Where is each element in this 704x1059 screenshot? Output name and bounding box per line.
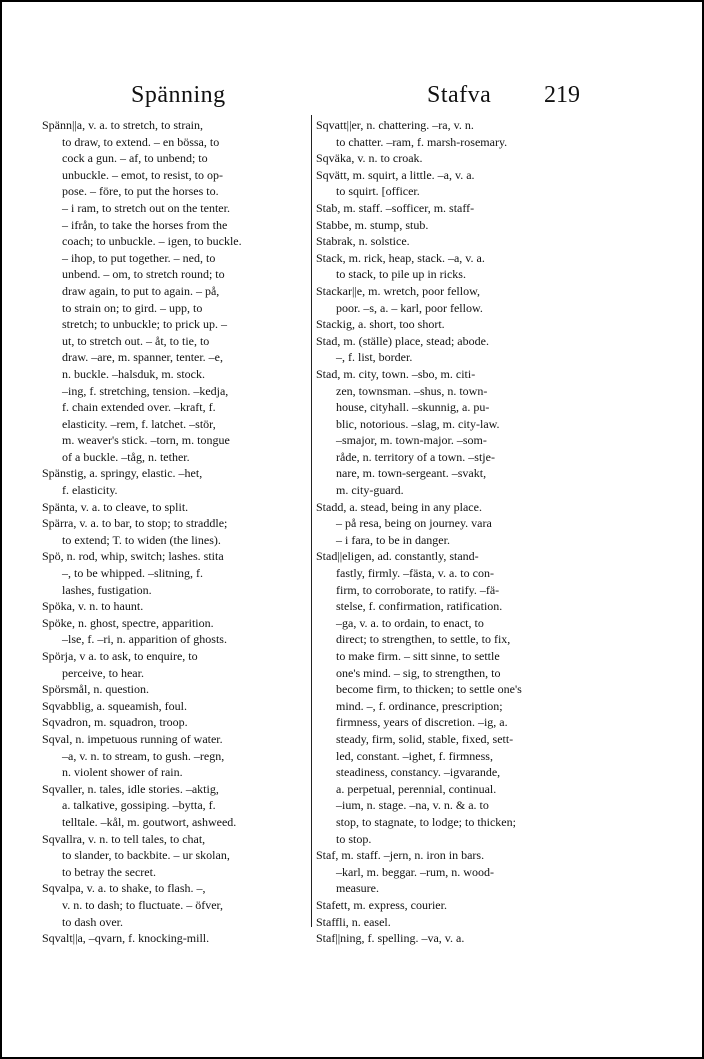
dictionary-entry-line: ut, to stretch out. – åt, to tie, to xyxy=(62,333,210,348)
dictionary-entry-line: steady, firm, solid, stable, fixed, sett- xyxy=(336,731,514,746)
dictionary-entry-line: coach; to unbuckle. – igen, to buckle. xyxy=(62,234,242,249)
dictionary-entry-headline: Staf, m. staff. –jern, n. iron in bars. xyxy=(316,848,485,863)
dictionary-entry-line: poor. –s, a. – karl, poor fellow. xyxy=(336,300,483,315)
dictionary-entry-headline: Spänstig, a. springy, elastic. –het, xyxy=(42,466,203,481)
dictionary-entry-line: steadiness, constancy. –igvarande, xyxy=(336,765,501,780)
dictionary-entry-line: to chatter. –ram, f. marsh-rosemary. xyxy=(336,134,508,149)
dictionary-entry-line: to stop. xyxy=(336,831,372,846)
dictionary-entry-headline: Spöka, v. n. to haunt. xyxy=(42,599,144,614)
dictionary-entry-line: direct; to strengthen, to settle, to fix, xyxy=(336,632,511,647)
dictionary-entry-line: unbuckle. – emot, to resist, to op- xyxy=(62,167,223,182)
dictionary-entry-line: n. violent shower of rain. xyxy=(62,765,183,780)
left-column xyxy=(42,117,307,947)
dictionary-entry-headline: Sqvätt, m. squirt, a little. –a, v. a. xyxy=(316,167,475,182)
dictionary-entry-line: –smajor, m. town-major. –som- xyxy=(336,433,487,448)
right-column xyxy=(316,117,576,947)
dictionary-entry-line: –ga, v. a. to ordain, to enact, to xyxy=(336,615,484,630)
dictionary-entry-line: f. elasticity. xyxy=(62,483,118,498)
dictionary-entry-headline: Stad||eligen, ad. constantly, stand- xyxy=(316,549,479,564)
dictionary-entry-line: house, cityhall. –skunnig, a. pu- xyxy=(336,400,490,415)
dictionary-entry-line: – ifrån, to take the horses from the xyxy=(62,217,228,232)
dictionary-entry-line: lashes, fustigation. xyxy=(62,582,152,597)
dictionary-entry-headline: Sqvallra, v. n. to tell tales, to chat, xyxy=(42,831,206,846)
dictionary-entry-headline: Sqvalt||a, –qvarn, f. knocking-mill. xyxy=(42,931,210,946)
dictionary-entry-line: draw. –are, m. spanner, tenter. –e, xyxy=(62,350,224,365)
dictionary-entry-line: draw again, to put to again. – på, xyxy=(62,283,220,298)
dictionary-entry-headline: Sqval, n. impetuous running of water. xyxy=(42,731,223,746)
dictionary-entry-line: zen, townsman. –shus, n. town- xyxy=(336,383,488,398)
dictionary-entry-line: nare, m. town-sergeant. –svakt, xyxy=(336,466,487,481)
dictionary-entry-headline: Sqvadron, m. squadron, troop. xyxy=(42,715,188,730)
dictionary-entry-headline: Spörsmål, n. question. xyxy=(42,682,149,697)
dictionary-entry-line: cock a gun. – af, to unbend; to xyxy=(62,151,208,166)
dictionary-entry-line: – i fara, to be in danger. xyxy=(336,532,450,547)
running-head-left: Spänning xyxy=(131,82,226,108)
dictionary-entry-line: mind. –, f. ordinance, prescription; xyxy=(336,698,503,713)
dictionary-entry-line: pose. – före, to put the horses to. xyxy=(62,184,219,199)
page-number: 219 xyxy=(544,82,580,108)
dictionary-entry-line: –karl, m. beggar. –rum, n. wood- xyxy=(336,864,494,879)
dictionary-entry-headline: Sqvatt||er, n. chattering. –ra, v. n. xyxy=(316,118,474,132)
dictionary-entry-line: m. city-guard. xyxy=(336,483,404,498)
dictionary-entry-line: firmness, years of discretion. –ig, a. xyxy=(336,715,508,730)
dictionary-entry-line: measure. xyxy=(336,881,379,896)
dictionary-entry-line: v. n. to dash; to fluctuate. – öfver, xyxy=(62,897,224,912)
dictionary-entry-line: telltale. –kål, m. goutwort, ashweed. xyxy=(62,814,237,829)
dictionary-entry-headline: Sqvabblig, a. squeamish, foul. xyxy=(42,698,187,713)
running-head-center: Stafva xyxy=(427,82,492,108)
dictionary-entry-headline: Sqvaller, n. tales, idle stories. –aktig, xyxy=(42,781,219,796)
page-header xyxy=(0,82,704,114)
dictionary-entry-headline: Spänn||a, v. a. to stretch, to strain, xyxy=(42,118,203,132)
dictionary-entry-headline: Stackar||e, m. wretch, poor fellow, xyxy=(316,283,480,298)
dictionary-entry-line: råde, n. territory of a town. –stje- xyxy=(336,449,495,464)
dictionary-entry-headline: Spöke, n. ghost, spectre, apparition. xyxy=(42,615,214,630)
dictionary-entry-line: to extend; T. to widen (the lines). xyxy=(62,532,221,547)
dictionary-entry-line: of a buckle. –tåg, n. tether. xyxy=(62,449,190,464)
dictionary-entry-headline: Spänta, v. a. to cleave, to split. xyxy=(42,499,189,514)
dictionary-entry-line: to make firm. – sitt sinne, to settle xyxy=(336,649,500,663)
dictionary-entry-line: to squirt. [officer. xyxy=(336,184,420,199)
dictionary-entry-line: to draw, to extend. – en bössa, to xyxy=(62,134,220,149)
dictionary-entry-line: – i ram, to stretch out on the tenter. xyxy=(62,200,230,215)
dictionary-entry-headline: Stab, m. staff. –sofficer, m. staff- xyxy=(316,200,475,215)
dictionary-entry-line: –ing, f. stretching, tension. –kedja, xyxy=(62,383,229,398)
dictionary-entry-line: one's mind. – sig, to strengthen, to xyxy=(336,665,501,680)
dictionary-entry-headline: Stadd, a. stead, being in any place. xyxy=(316,499,482,514)
dictionary-entry-headline: Sqvalpa, v. a. to shake, to flash. –, xyxy=(42,881,206,896)
dictionary-entry-line: perceive, to hear. xyxy=(62,665,144,680)
dictionary-entry-line: unbend. – om, to stretch round; to xyxy=(62,267,225,282)
dictionary-entry-line: blic, notorious. –slag, m. city-law. xyxy=(336,416,500,431)
dictionary-entry-headline: Staf||ning, f. spelling. –va, v. a. xyxy=(316,931,465,946)
dictionary-entry-line: firm, to corroborate, to ratify. –fä- xyxy=(336,582,500,597)
dictionary-entry-line: to betray the secret. xyxy=(62,864,156,879)
dictionary-entry-line: – på resa, being on journey. vara xyxy=(336,516,492,531)
dictionary-entry-line: – ihop, to put together. – ned, to xyxy=(62,250,216,265)
dictionary-entry-line: to stack, to pile up in ricks. xyxy=(336,267,466,282)
dictionary-entry-line: stop, to stagnate, to lodge; to thicken; xyxy=(336,814,516,829)
dictionary-entry-line: n. buckle. –halsduk, m. stock. xyxy=(62,366,205,381)
dictionary-entry-headline: Spörja, v a. to ask, to enquire, to xyxy=(42,649,198,663)
dictionary-entry-headline: Stad, m. city, town. –sbo, m. citi- xyxy=(316,366,476,381)
dictionary-entry-headline: Staffli, n. easel. xyxy=(316,914,391,929)
dictionary-entry-headline: Spärra, v. a. to bar, to stop; to straddle; xyxy=(42,516,228,531)
dictionary-entry-line: to strain on; to gird. – upp, to xyxy=(62,300,203,315)
dictionary-entry-headline: Sqväka, v. n. to croak. xyxy=(316,151,423,166)
dictionary-entry-headline: Stafett, m. express, courier. xyxy=(316,897,447,912)
dictionary-entry-headline: Stackig, a. short, too short. xyxy=(316,317,445,332)
dictionary-entry-line: become firm, to thicken; to settle one's xyxy=(336,682,522,697)
dictionary-entry-line: to dash over. xyxy=(62,914,123,929)
dictionary-entry-line: –a, v. n. to stream, to gush. –regn, xyxy=(62,748,225,763)
dictionary-entry-line: stelse, f. confirmation, ratification. xyxy=(336,599,503,614)
dictionary-entry-line: –, f. list, border. xyxy=(336,350,413,365)
dictionary-entry-headline: Spö, n. rod, whip, switch; lashes. stita xyxy=(42,549,224,564)
dictionary-entry-line: to slander, to backbite. – ur skolan, xyxy=(62,848,230,863)
dictionary-entry-headline: Stabrak, n. solstice. xyxy=(316,234,410,249)
dictionary-entry-line: stretch; to unbuckle; to prick up. – xyxy=(62,317,227,332)
dictionary-entry-line: a. perpetual, perennial, continual. xyxy=(336,781,497,796)
dictionary-entry-line: elasticity. –rem, f. latchet. –stör, xyxy=(62,416,216,431)
dictionary-entry-headline: Stack, m. rick, heap, stack. –a, v. a. xyxy=(316,250,485,265)
dictionary-entry-line: a. talkative, gossiping. –bytta, f. xyxy=(62,798,216,813)
dictionary-entry-line: fastly, firmly. –fästa, v. a. to con- xyxy=(336,566,494,581)
dictionary-entry-line: m. weaver's stick. –torn, m. tongue xyxy=(62,433,230,448)
dictionary-entry-line: –, to be whipped. –slitning, f. xyxy=(62,566,203,581)
dictionary-entry-line: led, constant. –ighet, f. firmness, xyxy=(336,748,493,763)
column-divider xyxy=(311,115,312,927)
dictionary-entry-line: –ium, n. stage. –na, v. n. & a. to xyxy=(336,798,489,813)
dictionary-entry-line: f. chain extended over. –kraft, f. xyxy=(62,400,216,415)
dictionary-entry-headline: Stad, m. (ställe) place, stead; abode. xyxy=(316,333,489,348)
dictionary-entry-line: –lse, f. –ri, n. apparition of ghosts. xyxy=(62,632,227,647)
dictionary-entry-headline: Stabbe, m. stump, stub. xyxy=(316,217,429,232)
